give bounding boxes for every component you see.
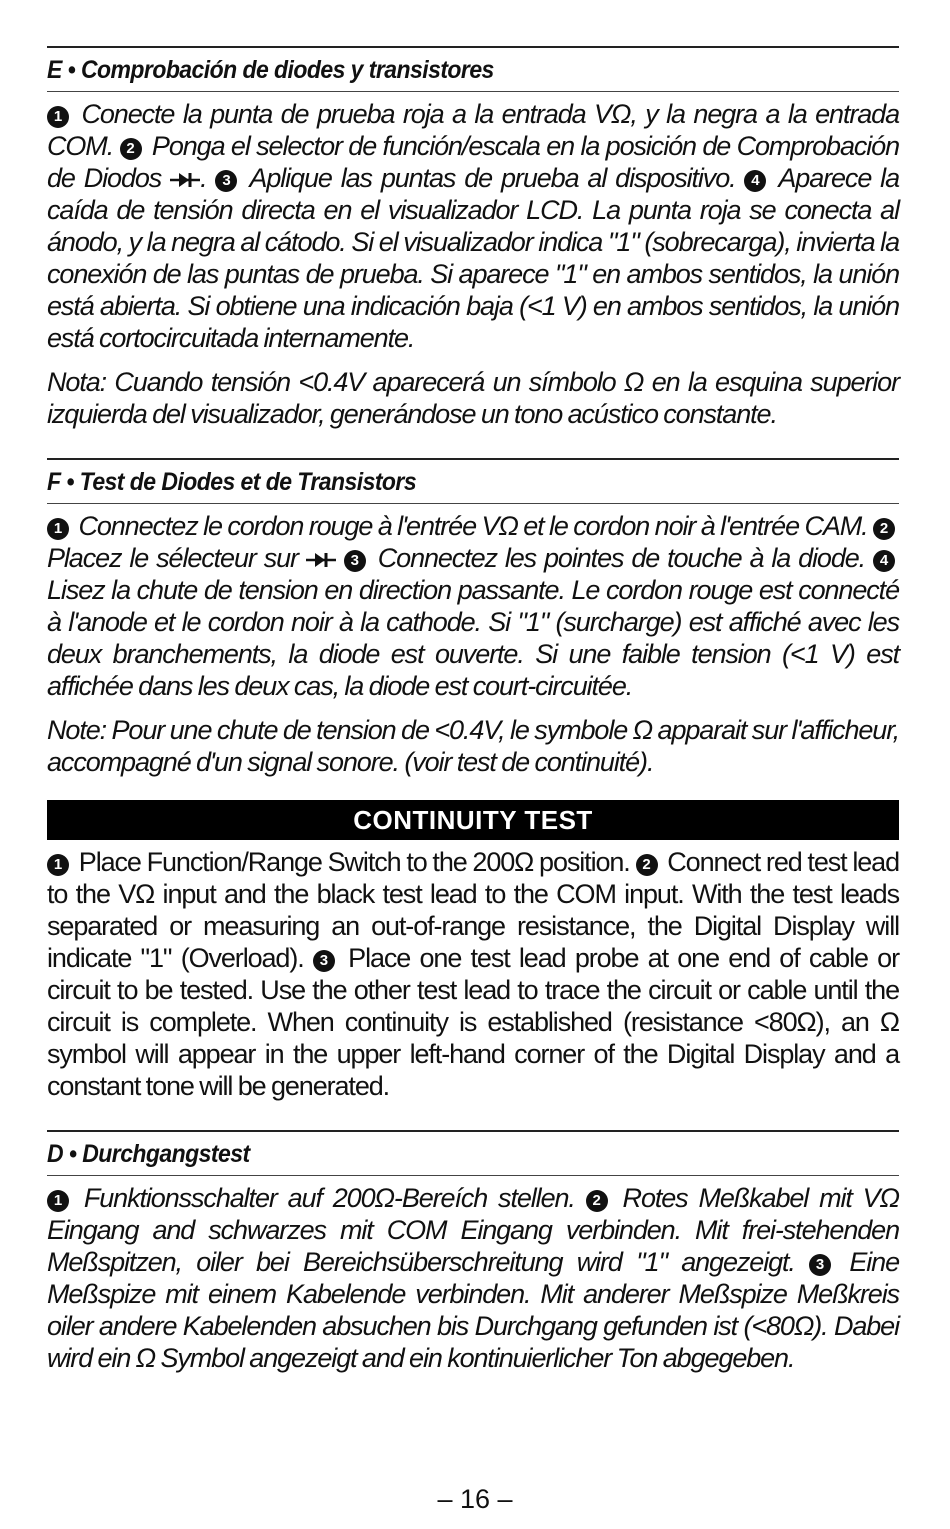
note-french: Note: Pour une chute de tension de <0.4V, le symbole Ω apparait sur l'afficheur, accompagné d'un signal sonore. (voir test de continuité). (47, 715, 899, 777)
diode-icon (170, 171, 200, 189)
step-4-marker: 4 (744, 170, 766, 192)
paragraph-spanish (47, 98, 899, 354)
step-1-marker: 1 (47, 1190, 69, 1212)
section-heading-german: D • Durchgangstest (47, 1140, 250, 1168)
paragraph-german (47, 1182, 899, 1374)
heading-underline-spanish (47, 91, 899, 92)
step-2-marker: 2 (120, 138, 142, 160)
paragraph-text: Connectez les pointes de touche à la diode. (369, 543, 873, 573)
step-2-marker: 2 (636, 854, 658, 876)
step-3-marker: 3 (344, 550, 366, 572)
paragraph-text: Placez le sélecteur sur (47, 543, 306, 573)
step-1-marker: 1 (47, 854, 69, 876)
note-spanish: Nota: Cuando tensión <0.4V aparecerá un símbolo Ω en la esquina superior izquierda del visualizador, generándose un tono acústico constante. (47, 367, 899, 429)
step-1-marker: 1 (47, 106, 69, 128)
paragraph-text: Connect red test lead to the VΩ input and the black test lead to the COM input. With the test leads separated or measuring an out-of-range resistance, the Digital Display will indicate "1" (Overload). (47, 847, 899, 973)
paragraph-english (47, 846, 899, 1102)
page-number: – 16 – (437, 1484, 513, 1514)
heading-underline-french (47, 503, 899, 504)
step-3-marker: 3 (215, 170, 237, 192)
paragraph-text: Aparece la caída de tensión directa en el visualizador LCD. La punta roja se conecta al ánodo, y la negra al cátodo. Si el visualizador indica "1" (sobrecarga), invierta la conexión de las puntas de prueba. Si aparece "1" en ambos sentidos, la unión está abierta. Si obtiene una indicación baja (<1 V) en ambos sentidos, la unión está cortocircuitada internamente. (47, 163, 899, 353)
paragraph-text: Place one test lead probe at one end of cable or circuit to be tested. Use the other test lead to trace the circuit or cable until the circuit is complete. When continuity is established (resistance <80Ω), an Ω symbol will appear in the upper left-hand corner of the Digital Display and a constant tone will be generated. (47, 943, 899, 1101)
paragraph-text: Lisez la chute de tension en direction passante. Le cordon rouge est connecté à l'anode et le cordon noir à la cathode. Si "1" (surcharge) est affiché avec les deux branchements, la diode est ouverte. Si une faible tension (<1 V) est affichée dans les deux cas, la diode est court-circuitée. (47, 575, 899, 701)
step-4-marker: 4 (873, 550, 895, 572)
paragraph-text: Connectez le cordon rouge à l'entrée VΩ et le cordon noir à l'entrée CAM. (73, 511, 873, 541)
diode-icon (306, 551, 336, 569)
section-heading-spanish: E • Comprobación de diodes y transistores (47, 56, 494, 84)
step-2-marker: 2 (586, 1190, 608, 1212)
section-heading-french: F • Test de Diodes et de Transistors (47, 468, 417, 496)
manual-page (47, 46, 899, 1374)
step-3-marker: 3 (313, 950, 335, 972)
paragraph-text: Ponga el selector de función/escala en la posición de Comprobación de Diodos (47, 131, 899, 193)
step-1-marker: 1 (47, 518, 69, 540)
paragraph-text: Funktionsschalter auf 200Ω-Bereích stellen. (73, 1183, 586, 1213)
heading-underline-german (47, 1175, 899, 1176)
step-2-marker: 2 (873, 518, 895, 540)
paragraph-text: Place Function/Range Switch to the 200Ω position. (73, 847, 636, 877)
paragraph-french (47, 510, 899, 702)
section-heading-english: CONTINUITY TEST (47, 800, 899, 840)
paragraph-text (336, 543, 344, 573)
paragraph-text: Aplique las puntas de prueba al dispositivo. (241, 163, 745, 193)
paragraph-text: . (200, 163, 216, 193)
paragraph-text: Rotes Meßkabel mit VΩ Eingang and schwarzes mit COM Eingang verbinden. Mit frei-stehenden Meßspitzen, oiler bei Bereichsüberschreitung wird "1" angezeigt. (47, 1183, 899, 1277)
paragraph-text: Eine Meßspize mit einem Kabelende verbinden. Mit anderer Meßspize Meßkreis oiler andere Kabelenden absuchen bis Durchgang gefunden ist (<80Ω). Dabei wird ein Ω Symbol angezeigt and ein kontinuierlicher Ton abgegeben. (47, 1247, 899, 1373)
paragraph-text: Conecte la punta de prueba roja a la entrada VΩ, y la negra a la entrada COM. (47, 99, 899, 161)
step-3-marker: 3 (809, 1254, 831, 1276)
